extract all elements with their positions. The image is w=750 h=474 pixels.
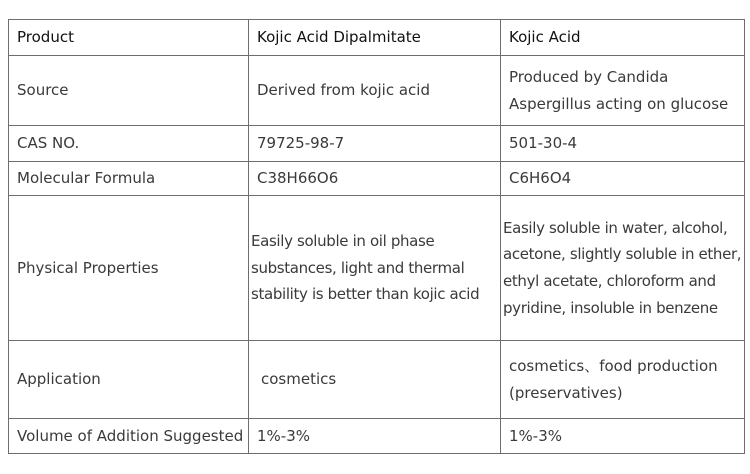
table-header-row [9,20,745,56]
row-label-cas-no: CAS NO. [9,126,249,162]
table-row [9,126,745,162]
header-cell-kojic-acid: Kojic Acid [501,20,745,56]
comparison-table [8,19,745,454]
cell-kojic-physical-properties: Easily soluble in water, alcohol, acetone, slightly soluble in ether, ethyl acetate, chloroform and pyridine, insoluble in benzene [501,196,745,341]
header-cell-kojic-acid-dipalmitate: Kojic Acid Dipalmitate [249,20,501,56]
row-label-source: Source [9,56,249,126]
cell-dipalmitate-volume: 1%-3% [249,419,501,454]
table-row [9,196,745,341]
cell-kojic-formula: C6H6O4 [501,162,745,196]
row-label-volume-of-addition: Volume of Addition Suggested [9,419,249,454]
table-row [9,162,745,196]
cell-kojic-cas: 501-30-4 [501,126,745,162]
table-row [9,56,745,126]
table-row [9,419,745,454]
cell-dipalmitate-source: Derived from kojic acid [249,56,501,126]
table-row [9,341,745,419]
cell-kojic-application: cosmetics、food production (preservatives) [501,341,745,419]
header-cell-product: Product [9,20,249,56]
cell-dipalmitate-formula: C38H66O6 [249,162,501,196]
row-label-application: Application [9,341,249,419]
cell-dipalmitate-physical-properties: Easily soluble in oil phase substances, light and thermal stability is better than kojic acid [249,196,501,341]
row-label-molecular-formula: Molecular Formula [9,162,249,196]
row-label-physical-properties: Physical Properties [9,196,249,341]
cell-dipalmitate-application: cosmetics [249,341,501,419]
cell-dipalmitate-cas: 79725-98-7 [249,126,501,162]
cell-kojic-volume: 1%-3% [501,419,745,454]
cell-kojic-source: Produced by Candida Aspergillus acting on glucose [501,56,745,126]
